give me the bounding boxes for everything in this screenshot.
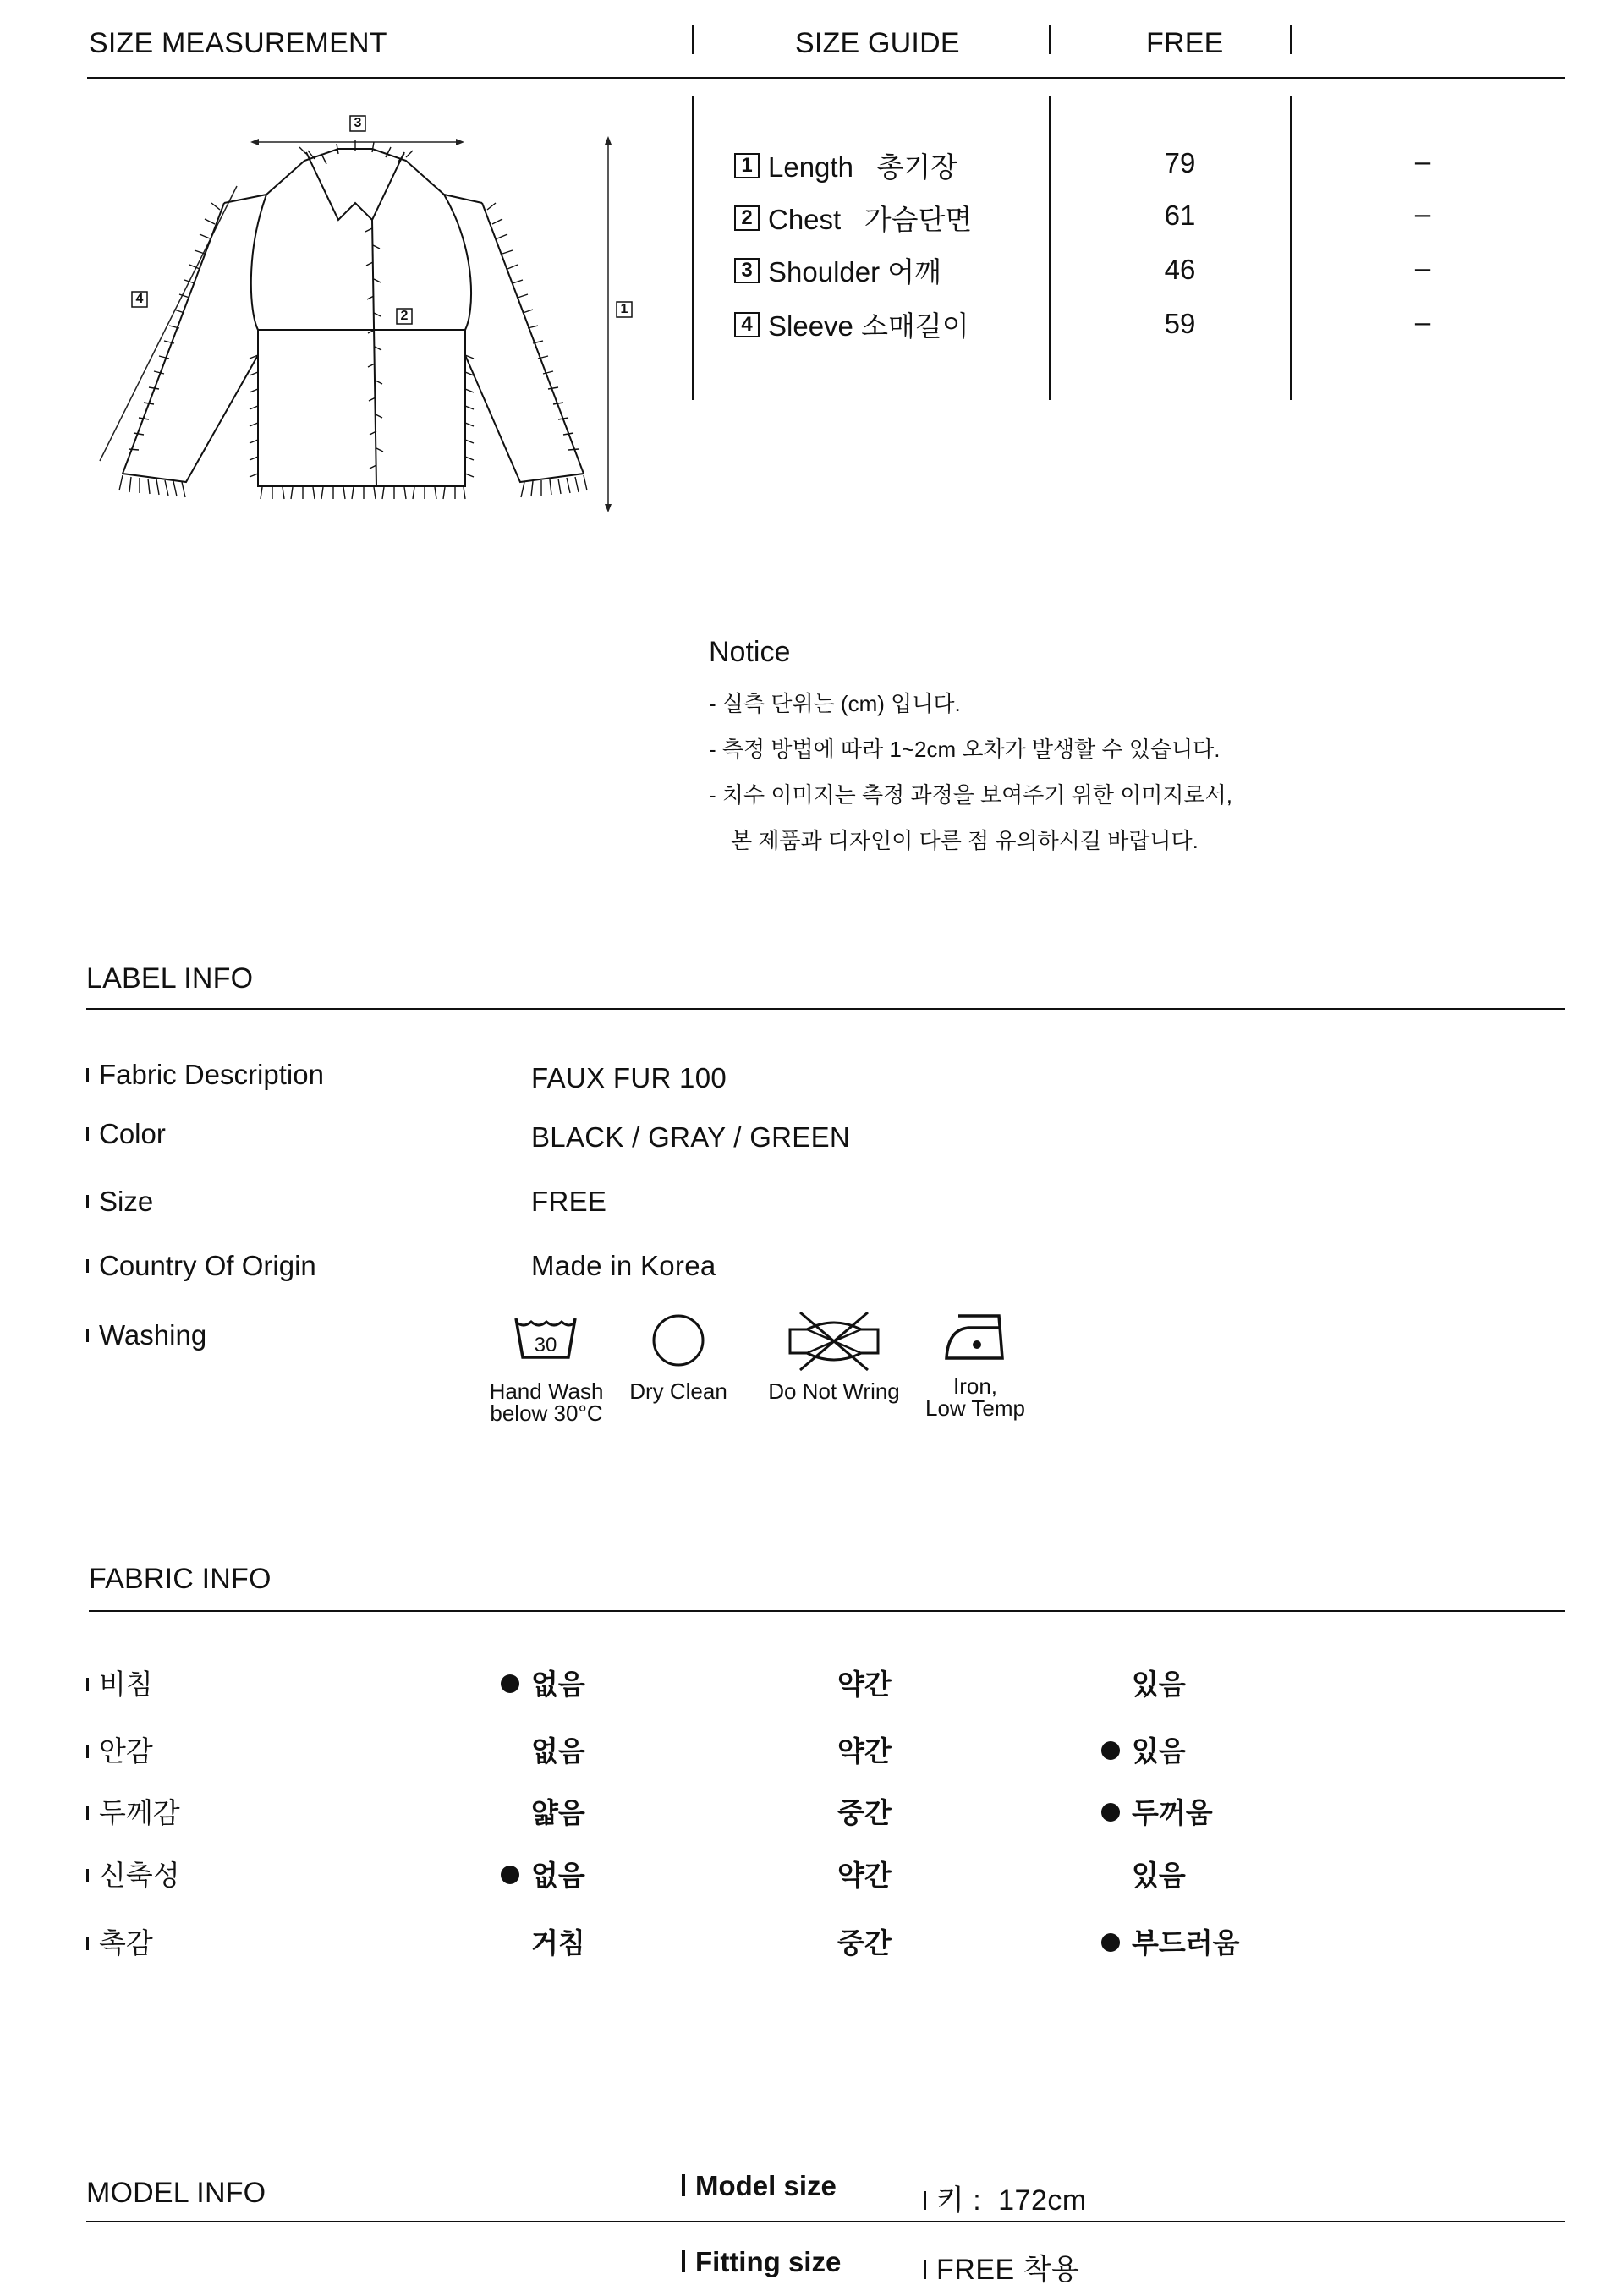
- size-guide-title: SIZE GUIDE: [795, 27, 960, 59]
- label-key-text: Size: [99, 1186, 154, 1217]
- fabric-option-text: 있음: [1132, 1669, 1186, 1700]
- caption-line: Iron,: [952, 1373, 998, 1399]
- notice-title: Notice: [709, 636, 791, 668]
- fabric-option: [837, 1663, 892, 1702]
- diagram-marker-2: 2: [400, 309, 409, 323]
- fabric-option-text: 없음: [531, 1860, 585, 1891]
- fabric-option-text: 없음: [531, 1669, 585, 1700]
- diagram-marker-3: 3: [354, 116, 362, 130]
- size-dash: –: [1414, 145, 1431, 177]
- fitting-size-value: [924, 2246, 1079, 2288]
- bullet-bar: [86, 1127, 89, 1141]
- size-dash: –: [1414, 252, 1431, 283]
- fabric-option-selected: [501, 1663, 585, 1702]
- model-size-key: [682, 2170, 837, 2202]
- bullet-bar: [86, 1329, 89, 1342]
- fabric-option-text: 있음: [1132, 1860, 1186, 1891]
- label-key: [86, 1059, 324, 1091]
- model-info-title: MODEL INFO: [86, 2177, 266, 2209]
- fabric-key-text: 안감: [99, 1735, 153, 1767]
- section-rule: [86, 1008, 1565, 1010]
- size-row-label: Length 총기장: [768, 151, 958, 183]
- jacket-measurement-diagram: [85, 101, 660, 524]
- fitting-size-key-text: Fitting size: [695, 2246, 842, 2277]
- fabric-option-selected: [1101, 1729, 1186, 1769]
- fabric-key: [86, 1921, 153, 1961]
- do-not-wring-caption: Do Not Wring: [768, 1378, 900, 1404]
- fabric-option: [837, 1921, 892, 1961]
- caption-line: Low Temp: [924, 1395, 1026, 1421]
- label-key-text: Fabric Description: [99, 1059, 324, 1090]
- bullet-bar: [86, 1195, 89, 1208]
- fabric-option-selected: [1101, 1791, 1213, 1831]
- fabric-key-text: 두께감: [99, 1797, 180, 1828]
- size-row-length: [734, 145, 957, 185]
- label-key-text: Country Of Origin: [99, 1250, 316, 1281]
- size-value: 59: [1164, 308, 1196, 339]
- bullet-bar: [86, 1869, 89, 1882]
- fabric-info-title: FABRIC INFO: [89, 1563, 272, 1595]
- label-key: [86, 1250, 316, 1282]
- bullet-bar: [86, 1745, 89, 1758]
- fabric-key-text: 신축성: [99, 1860, 180, 1891]
- fabric-key: [86, 1854, 180, 1893]
- iron-low-temp-icon: [943, 1311, 1007, 1363]
- number-box: 3: [734, 258, 760, 283]
- header-divider: [1290, 25, 1292, 54]
- free-column-title: FREE: [1146, 27, 1224, 59]
- fabric-option: [837, 1854, 892, 1893]
- number-box: 4: [734, 312, 760, 337]
- fabric-option-text: 약간: [837, 1860, 892, 1891]
- diagram-marker-1: 1: [620, 302, 628, 316]
- fabric-option-text: 약간: [837, 1669, 892, 1700]
- fabric-key-text: 비침: [99, 1669, 153, 1700]
- fabric-option: [837, 1791, 892, 1831]
- section-rule: [87, 77, 1565, 79]
- label-key-text: Color: [99, 1118, 166, 1149]
- label-key: [86, 1319, 206, 1351]
- fabric-option-text: 있음: [1132, 1735, 1186, 1767]
- bullet-bar: [86, 1806, 89, 1820]
- number-box: 2: [734, 205, 760, 231]
- fabric-key: [86, 1791, 180, 1831]
- size-row-chest: [734, 198, 972, 238]
- bullet-bar: [924, 2260, 926, 2279]
- fabric-option-text: 없음: [531, 1735, 585, 1767]
- size-row-label: Chest 가슴단면: [768, 204, 973, 235]
- size-row-label: Shoulder 어깨: [768, 256, 942, 288]
- selected-dot-icon: [501, 1674, 519, 1693]
- fabric-option-selected: [1101, 1921, 1240, 1961]
- bullet-bar: [682, 2250, 685, 2272]
- table-divider: [692, 96, 694, 400]
- fabric-option-selected: [501, 1854, 585, 1893]
- caption-line: Hand Wash: [489, 1378, 604, 1404]
- fabric-option: [531, 1729, 585, 1769]
- table-divider: [1049, 96, 1051, 400]
- size-dash: –: [1414, 198, 1431, 229]
- fabric-key: [86, 1729, 153, 1769]
- fitting-size-key: [682, 2246, 841, 2278]
- caption-line: below 30°C: [490, 1400, 603, 1426]
- fabric-option-text: 두꺼움: [1132, 1797, 1213, 1828]
- size-dash: –: [1414, 306, 1431, 337]
- header-divider: [692, 25, 694, 54]
- bullet-bar: [86, 1259, 89, 1273]
- fabric-option-text: 거침: [531, 1927, 585, 1959]
- bullet-bar: [86, 1937, 89, 1950]
- bullet-bar: [86, 1068, 89, 1082]
- section-rule: [86, 2221, 1565, 2222]
- fabric-description-value: FAUX FUR 100: [531, 1062, 727, 1093]
- hand-wash-caption: [479, 1380, 614, 1424]
- fabric-option: [1132, 1663, 1186, 1702]
- size-value: 61: [1164, 200, 1196, 231]
- model-size-value-text: 키 : 172cm: [936, 2184, 1087, 2217]
- size-row-label: Sleeve 소매길이: [768, 310, 969, 342]
- selected-dot-icon: [501, 1866, 519, 1884]
- size-value: 79: [1164, 147, 1196, 178]
- size-row-sleeve: [734, 304, 969, 344]
- fabric-key: [86, 1663, 153, 1702]
- diagram-marker-4: 4: [135, 292, 144, 306]
- notice-line: - 치수 이미지는 측정 과정을 보여주기 위한 이미지로서,: [709, 782, 1232, 808]
- fabric-key-text: 촉감: [99, 1927, 153, 1959]
- fabric-option-text: 약간: [837, 1735, 892, 1767]
- fabric-option-text: 중간: [837, 1927, 892, 1959]
- dry-clean-icon: [651, 1313, 705, 1367]
- fabric-option-text: 중간: [837, 1797, 892, 1828]
- dry-clean-caption: Dry Clean: [629, 1378, 727, 1404]
- label-info-title: LABEL INFO: [86, 962, 254, 995]
- wash-temp-label: 30: [534, 1334, 557, 1356]
- notice-line: - 실측 단위는 (cm) 입니다.: [709, 691, 961, 716]
- fabric-option: [837, 1729, 892, 1769]
- table-divider: [1290, 96, 1292, 400]
- bullet-bar: [924, 2191, 926, 2210]
- label-key: [86, 1118, 166, 1150]
- fabric-option-text: 얇음: [531, 1797, 585, 1828]
- selected-dot-icon: [1101, 1803, 1120, 1822]
- fitting-size-value-text: FREE 착용: [936, 2254, 1080, 2286]
- fabric-option-text: 부드러움: [1132, 1927, 1240, 1959]
- color-value: BLACK / GRAY / GREEN: [531, 1121, 851, 1153]
- label-key: [86, 1186, 153, 1218]
- do-not-wring-icon: [785, 1309, 883, 1373]
- bullet-bar: [682, 2174, 685, 2196]
- selected-dot-icon: [1101, 1933, 1120, 1952]
- label-key-text: Washing: [99, 1319, 207, 1351]
- model-size-value: [924, 2177, 1087, 2218]
- size-measurement-title: SIZE MEASUREMENT: [89, 27, 387, 59]
- bullet-bar: [86, 1678, 89, 1691]
- iron-caption: [916, 1375, 1034, 1419]
- fabric-option: [531, 1921, 585, 1961]
- model-size-key-text: Model size: [695, 2170, 837, 2201]
- fabric-option: [531, 1791, 585, 1831]
- selected-dot-icon: [1101, 1741, 1120, 1760]
- notice-line: - 측정 방법에 따라 1~2cm 오차가 발생할 수 있습니다.: [709, 737, 1221, 762]
- fabric-option: [1132, 1854, 1186, 1893]
- size-row-shoulder: [734, 250, 941, 290]
- section-rule: [89, 1610, 1565, 1612]
- size-value: FREE: [531, 1186, 607, 1217]
- header-divider: [1049, 25, 1051, 54]
- notice-line: 본 제품과 디자인이 다른 점 유의하시길 바랍니다.: [731, 828, 1199, 853]
- number-box: 1: [734, 153, 760, 178]
- size-value: 46: [1164, 254, 1196, 285]
- country-of-origin-value: Made in Korea: [531, 1250, 716, 1281]
